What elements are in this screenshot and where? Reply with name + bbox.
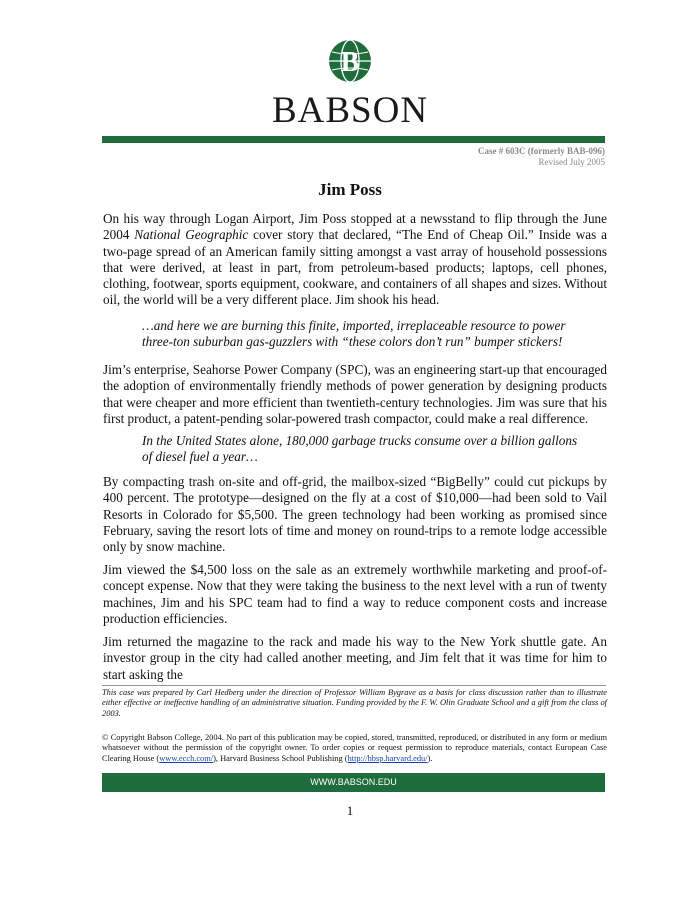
para1-text-a: On his way through Logan Airport, Jim Poss stopped at a newsstand to flip through the June 2004 (103, 211, 607, 243)
quote-1 (142, 318, 582, 351)
footnote-separator (102, 685, 606, 686)
revised-date: Revised July 2005 (538, 156, 605, 167)
quote2-line1: In the United States alone, 180,000 garbage trucks consume over a billion gallons (142, 433, 578, 448)
page-number: 1 (346, 803, 354, 818)
paragraph-5: Jim returned the magazine to the rack and made his way to the New York shuttle gate. An investor group in the city had called another meeting, and Jim felt that it was time for him to start asking the (103, 634, 607, 682)
header-rule (102, 136, 605, 143)
copyright-text-3: ). (427, 753, 433, 763)
quote1-line1: …and here we are burning this finite, imported, irreplaceable resource to power (142, 318, 566, 333)
ecch-link[interactable]: www.ecch.com/ (159, 753, 214, 763)
quote1-line2: three-ton suburban gas-guzzlers with “these colors don’t run” bumper stickers! (142, 334, 563, 350)
paragraph-4: Jim viewed the $4,500 loss on the sale as an extremely worthwhile marketing and proof-of-concept expense. Now that they were taking the business to the next level with a run of twenty machines, Jim and his SPC team had to find a way to reduce component costs and increase production efficiencies. (103, 562, 607, 626)
case-title: Jim Poss (318, 180, 382, 199)
paragraph-1 (103, 211, 607, 309)
svg-text:B: B (340, 47, 360, 78)
babson-logo (0, 38, 700, 131)
para1-text-c: cover story that declared, “The End of Cheap Oil.” Inside was a two-page spread of an American family sitting amongst a vast array of household possessions that were derived, at least in part, from petroleum-based products; laptops, cell phones, clothing, footwear, sports equipment, cookware, and containers of all shapes and sizes. Without oil, the world will be a very different place. Jim shook his head. (103, 227, 607, 308)
para1-magazine-title: National Geographic (134, 227, 249, 243)
copyright-notice (102, 733, 607, 764)
globe-icon (327, 38, 373, 84)
footnote: This case was prepared by Carl Hedberg under the direction of Professor William Bygrave as a basis for class discussion rather than to illustrate either effective or ineffective handling of an administrative situation. Funding provided by the F. W. Olin Graduate School and a gift from the class of 2003. (102, 688, 607, 718)
footer-url: WWW.BABSON.EDU (102, 773, 605, 792)
paragraph-3: By compacting trash on-site and off-grid, the mailbox-sized “BigBelly” could cut pickups by 400 percent. The prototype—designed on the fly at a cost of $10,000—had been sold to Vail Resorts in Colorado for $5,500. The green technology had been working as promised since February, saving the resort lots of time and money on round-trips to a remote lodge accessible only by snow machine. (103, 474, 607, 555)
copyright-text-2: ), Harvard Business School Publishing ( (213, 753, 348, 763)
copyright-text-1: © Copyright Babson College, 2004. No part of this publication may be copied, stored, transmitted, reproduced, or distributed in any form or medium whatsoever without the permission of the copyright owner. To order copies or request permission to reproduce materials, contact European Case Clearing House ( (102, 733, 607, 763)
case-number: Case # 603C (formerly BAB-096) (478, 146, 605, 156)
quote-2 (142, 433, 582, 466)
quote2-line2: of diesel fuel a year… (142, 449, 258, 465)
case-meta (478, 146, 605, 167)
hbsp-link[interactable]: http://hbsp.harvard.edu/ (347, 753, 428, 763)
paragraph-2: Jim’s enterprise, Seahorse Power Company (SPC), was an engineering start-up that encouraged the adoption of environmentally friendly methods of power generation by designing products that were cheaper and more efficient than twentieth-century technologies. Jim was sure that his first product, a patent-pending solar-powered trash compactor, could make a real difference. (103, 362, 607, 426)
brand-name: BABSON (271, 90, 429, 131)
